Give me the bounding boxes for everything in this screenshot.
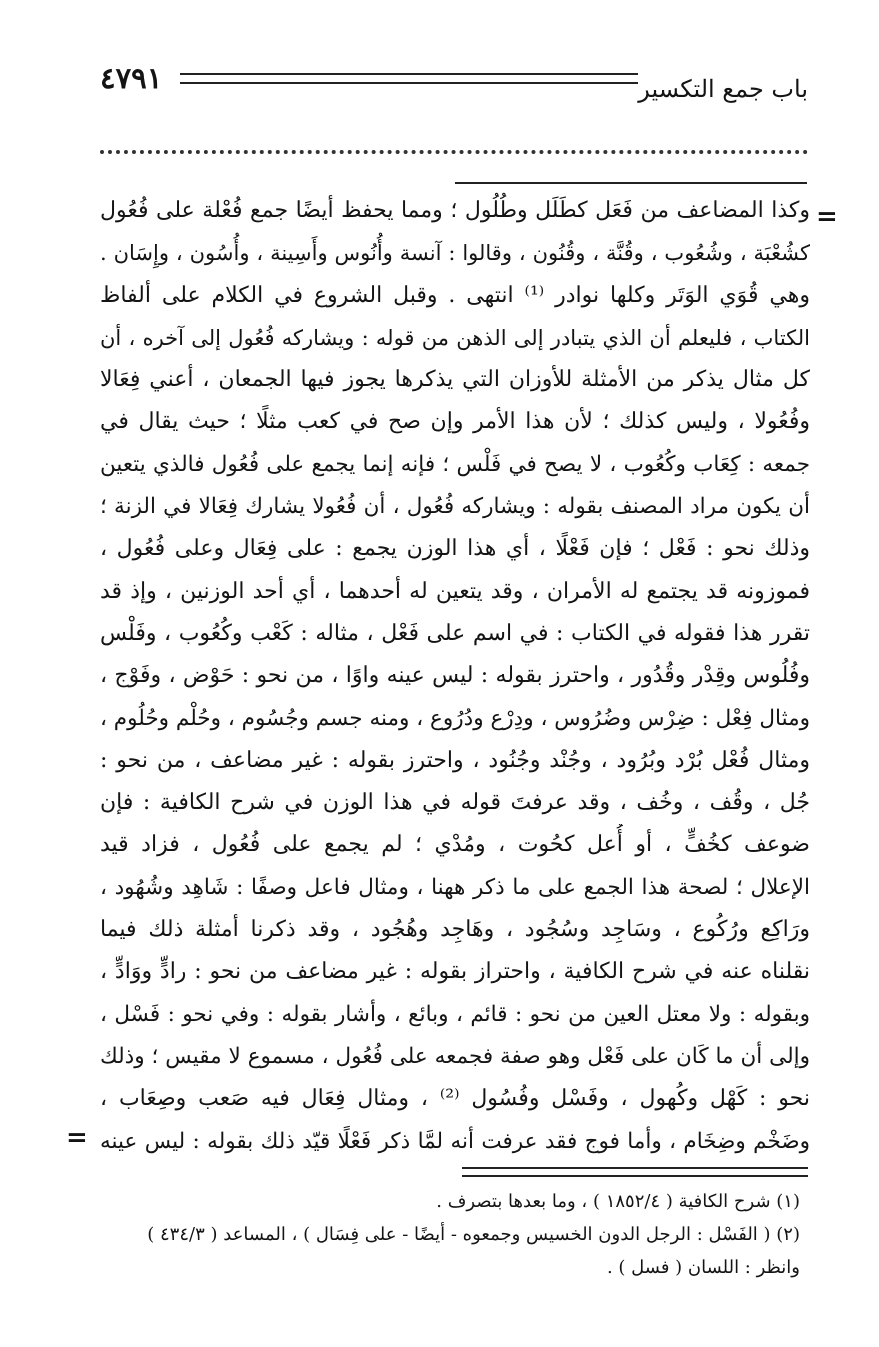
body-line: وهي قُوَي الوَتَر وكلها نوادر ⁽¹⁾ انتهى . وقبل الشروع في الكلام على ألفاظ [100,282,810,308]
footnote-2: (٢) ( الفَسْل : الرجل الدون الخسيس وجمعوه - أيضًا - على فِسَال ) ، المساعد ( ٤٣٤/٣ ) [147,1224,800,1245]
body-line: وفُعُولا ، وليس كذلك ؛ لأن هذا الأمر وإن صح في كعب مثلًا ؛ حيث يقال في [100,409,810,435]
text-top-rule [455,182,807,184]
footnote-1: (١) شرح الكافية ( ١٨٥٢/٤ ) ، وما بعدها بتصرف . [436,1191,800,1212]
footnote-2-continued: وانظر : اللسان ( فسل ) . [606,1257,800,1278]
body-line: جمعه : كِعَاب وكُعُوب ، لا يصح في فَلْس ؛ فإنه إنما يجمع على فُعُول فالذي يتعين [100,451,810,477]
body-line: جُل ، وقُف ، وخُف ، وقد عرفتَ قوله في هذا الوزن في شرح الكافية : فإن [100,790,810,816]
continuation-mark-bottom: = [66,1123,88,1153]
body-line: وكذا المضاعف من فَعَل كطَلَل وطُلُول ؛ ومما يحفظ أيضًا جمع فُعْلة على فُعُول [100,198,810,223]
body-line: نحو : كَهْل وكُهول ، وفَسْل وفُسُول ⁽²⁾ ، ومثال فِعَال فيه صَعب وصِعَاب ، [100,1086,810,1112]
body-line: ومثال فُعْل بُرْد وبُرُود ، وجُنْد وجُنُود ، واحترز بقوله : غير مضاعف ، من نحو : [100,747,810,773]
header-double-rule [180,73,638,84]
body-line: الكتاب ، فليعلم أن الذي يتبادر إلى الذهن من قوله : ويشاركه فُعُول إلى آخره ، أن [100,325,810,350]
body-text [100,190,810,1163]
continuation-mark-top: = [816,202,838,232]
body-line: وفُلُوس وقِدْر وقُدُور ، واحترز بقوله : ليس عينه واوًا ، من نحو : حَوْض ، وفَوْج ، [100,663,810,689]
chapter-title: باب جمع التكسير [638,75,808,103]
page-header [100,62,808,108]
body-line: كل مثال يذكر من الأمثلة للأوزان التي يذكرها يجوز فيها الجمعان ، أعني فِعَالا [100,367,810,393]
body-line: تقرر هذا فقوله في الكتاب : في اسم على فَعْل ، مثاله : كَعْب وكُعُوب ، وفَلْس [100,620,810,646]
body-line: كشُعْبَة ، وشُعُوب ، وقُنَّة ، وقُنُون ، وقالوا : آنسة وأُنُوس وأَسِينة ، وأُسُون ، وإِسَان . [100,241,810,266]
body-line: وبقوله : ولا معتل العين من نحو : قائم ، وبائع ، وأشار بقوله : وفي نحو : فَسْل ، [100,1001,810,1027]
dotted-separator [100,150,808,154]
body-line: الإعلال ؛ لصحة هذا الجمع على ما ذكر ههنا ، ومثال فاعل وصفًا : شَاهِد وشُهُود ، [100,874,810,900]
body-line: وذلك نحو : فَعْل ؛ فإن فَعْلًا ، أي هذا الوزن يجمع : على فِعَال وعلى فُعُول ، [100,536,810,562]
body-line: وإلى أن ما كَان على فَعْل وهو صفة فجمعه على فُعُول ، مسموع لا مقيس ؛ وذلك [100,1043,810,1069]
body-line: أن يكون مراد المصنف بقوله : ويشاركه فُعُول ، أن فُعُولا يشارك فِعَالا في الزنة ؛ [100,494,810,520]
body-line: ضوعف كخُفٍّ ، أو أُعل كحُوت ، ومُدْي ؛ لم يجمع على فُعُول ، فزاد قيد [100,832,810,858]
body-line: ومثال فِعْل : ضِرْس وضُرُوس ، ودِرْع ودُرُوع ، ومنه جسم وجُسُوم ، وحُلْم وحُلُوم ، [100,705,810,731]
body-line: ورَاكِع ورُكُوع ، وسَاجِد وسُجُود ، وهَاجِد وهُجُود ، وقد ذكرنا أمثلة ذلك فيما [100,917,810,943]
page-number: ٤٧٩١ [100,61,163,95]
body-line: وضَخْم وضِخَام ، وأما فوج فقد عرفت أنه لمَّا ذكر فَعْلًا قيّد ذلك بقوله : ليس عينه [100,1128,810,1154]
body-line: نقلناه عنه في شرح الكافية ، واحتراز بقوله : غير مضاعف من نحو : رادٍّ ووَادٍّ ، [100,959,810,985]
body-line: فموزونه قد يجتمع له الأمران ، وقد يتعين له أحدهما ، أي أحد الوزنين ، وإذ قد [100,578,810,604]
footnote-separator [462,1167,808,1177]
footnotes [100,1185,800,1284]
